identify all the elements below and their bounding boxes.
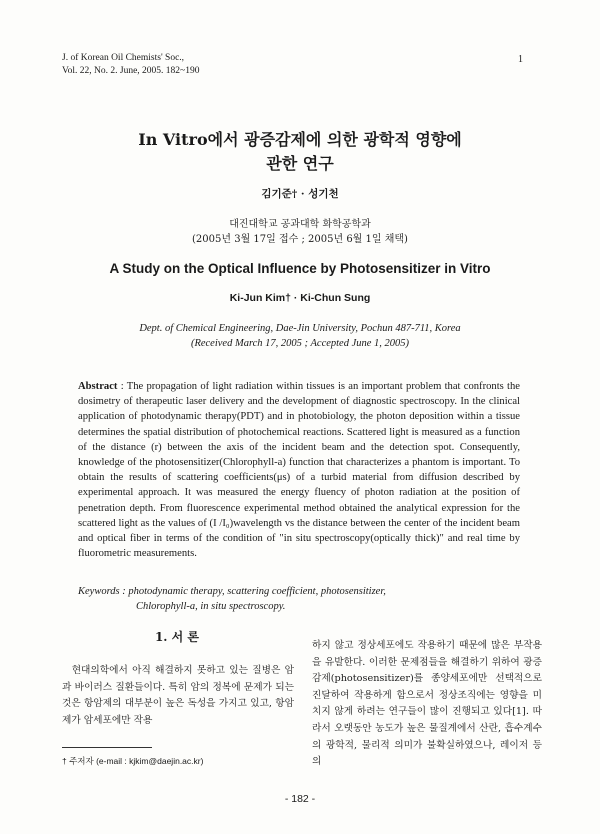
korean-received-dates: (2005년 3월 17일 접수 ; 2005년 6월 1일 채택): [192, 234, 408, 245]
korean-affiliation-line1: 대진대학교 공과대학 화학공학과: [229, 219, 371, 230]
keywords-line1: : photodynamic therapy, scattering coefficient, photosensitizer,: [122, 586, 386, 597]
keywords: [78, 585, 520, 614]
section-heading: 1. 서 론: [154, 630, 200, 644]
body-text-right-column: 하지 않고 정상세포에도 작용하기 때문에 많은 부작용을 유발한다. 이러한 문제점들을 해결하기 위하여 광증감제(photosensitizer)를 종양세포에만 선택적으로 진달하여 작용하게 함으로서 정상조직에는 영향을 미치지 않게 하려는 연구들이 많이 진행되고 있다[1]. 따라서 오랫동안 농도가 높은 물질계에서 산란, 흡수계수의 광학적, 물리적 의미가 불확실하였으나, 레이저 등의: [312, 640, 542, 768]
english-title: A Study on the Optical Influence by Photosensitizer in Vitro: [109, 261, 491, 276]
keywords-line2: Chlorophyll-a, in situ spectroscopy.: [136, 600, 286, 612]
english-received-dates: (Received March 17, 2005 ; Accepted June 1, 2005): [190, 338, 410, 349]
abstract-label: Abstract: [78, 381, 118, 392]
keywords-label: Keywords: [78, 586, 120, 597]
abstract: [78, 379, 520, 561]
korean-authors: 김기준† · 성기천: [261, 188, 339, 200]
korean-title: [60, 128, 540, 176]
page-footer-number: - 182 -: [284, 793, 316, 805]
korean-title-line2: 관한 연구: [266, 154, 334, 173]
journal-volume: Vol. 22, No. 2. June, 2005. 182~190: [62, 66, 200, 76]
english-affiliation: [60, 321, 540, 351]
footnote-divider: [62, 747, 152, 748]
journal-citation: [62, 52, 199, 78]
english-affiliation-line1: Dept. of Chemical Engineering, Dae-Jin University, Pochun 487-711, Korea: [139, 323, 461, 334]
korean-title-line1: In Vitro에서 광증감제에 의한 광학적 영향에: [138, 130, 462, 149]
body-text-left-column: 현대의학에서 아직 해결하지 못하고 있는 질병은 암과 바이러스 질환들이다. 특히 암의 정복에 문제가 되는 것은 항암제의 대부분이 높은 독성을 가지고 있고, 항암제가 암세포에만 작용: [62, 665, 294, 726]
english-authors: Ki-Jun Kim† · Ki-Chun Sung: [229, 292, 371, 304]
footnote: † 주저자 (e-mail : kjkim@daejin.ac.kr): [62, 756, 204, 766]
page-number: 1: [518, 54, 523, 65]
journal-name: J. of Korean Oil Chemists' Soc.,: [62, 53, 185, 63]
korean-affiliation: [60, 217, 540, 247]
abstract-text: : The propagation of light radiation within tissues is an important problem that confronts the dosimetry of therapeutic laser delivery and the development of diagnostic spectroscopy. In the clinical application of photodynamic therapy(PDT) and in photobiology, the photon deposition within a tissue determines the spatial distribution of photochemical reactions. Scattered light is measured as a function of the distance (r) between the axis of the incident beam and the detection spot. Consequently, knowledge of the photosensitizer(Chlorophyll-a) function that characterizes a phantom is important. To obtain the results of scattering coefficients(μs) of a turbid material from diffusion described by experimental approach. It was measured the energy fluency of photon radiation at the position of penetration depth. From fluorescence experimental method obtained the analytical expression for the scattered light as the values of (I /I₀)wavelength vs the distance between the center of the incident beam and optical fiber in terms of the condition of "in situ spectroscopy(optically thick)" and real time by fluorometric measurements.: [78, 381, 520, 560]
